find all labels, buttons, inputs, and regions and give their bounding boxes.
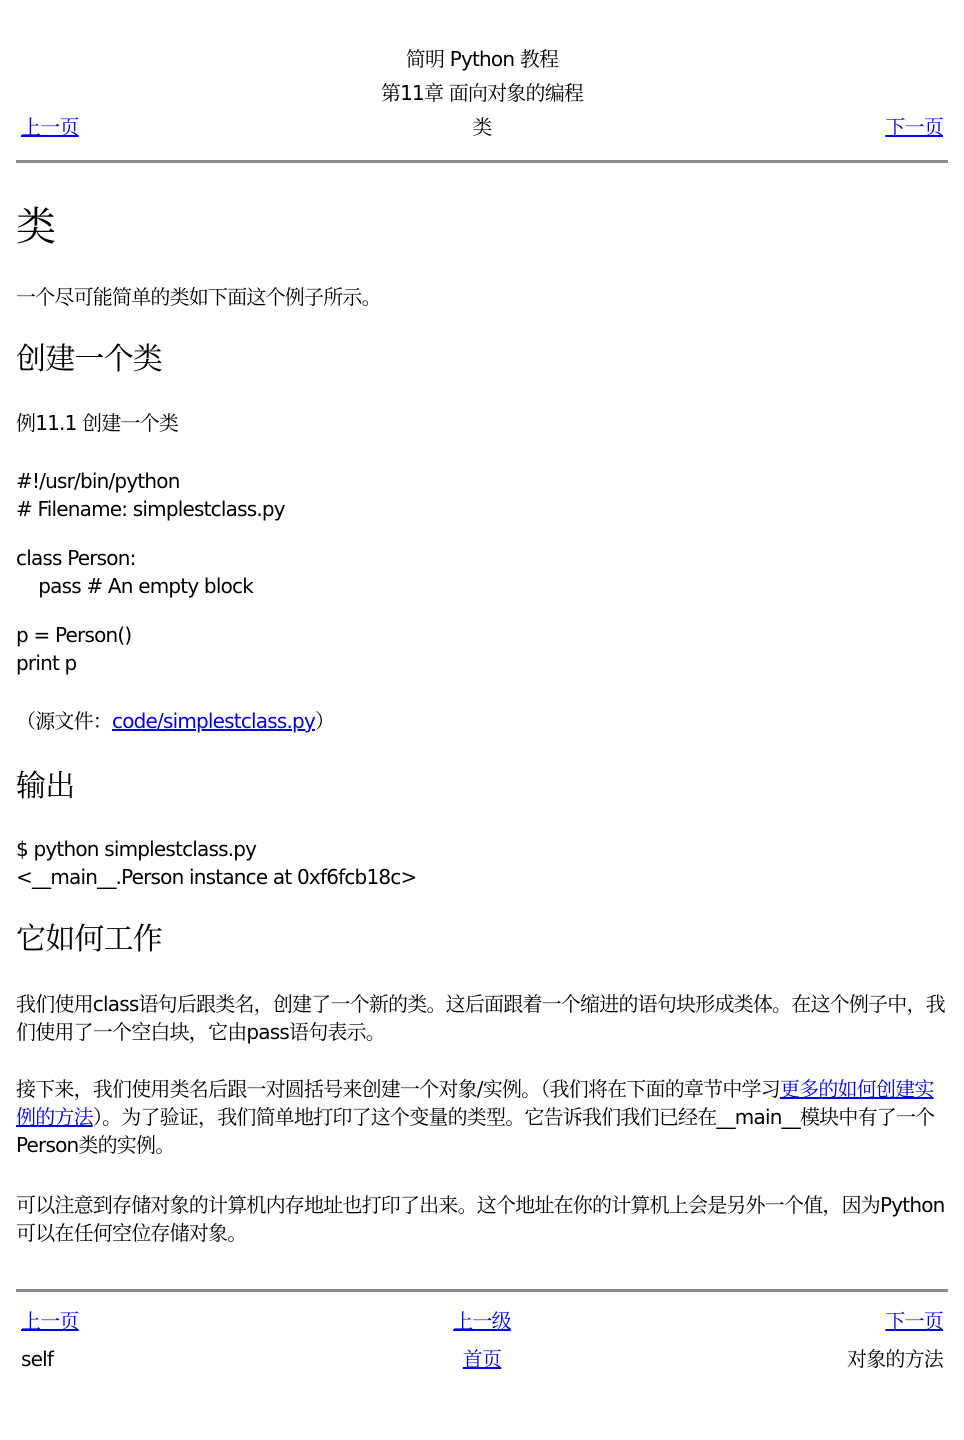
how-paragraph-3: 可以注意到存储对象的计算机内存地址也打印了出来。这个地址在你的计算机上会是另外一个值，因为Python可以在任何空位存储对象。 (16, 1193, 945, 1245)
footer-up-link[interactable]: 上一级 (453, 1309, 511, 1333)
source-file-line (16, 707, 948, 735)
section-heading-output: 输出 (16, 769, 75, 804)
footer-prev-link[interactable]: 上一页 (21, 1309, 79, 1333)
example-title: 例11.1 创建一个类 (16, 411, 179, 435)
section-heading-create: 创建一个类 (16, 342, 162, 377)
code-block-class: class Person: pass # An empty block (16, 546, 253, 598)
footer-next-title: 对象的方法 (847, 1347, 943, 1371)
header-divider (16, 160, 948, 163)
footer-titles (16, 1344, 948, 1374)
book-title: 简明 Python 教程 (405, 47, 559, 71)
chapter-title: 第11章 面向对象的编程 (380, 81, 584, 105)
header-next-link[interactable]: 下一页 (885, 115, 943, 139)
intro-text: 一个尽可能简单的类如下面这个例子所示。 (16, 285, 381, 309)
section-heading-how: 它如何工作 (16, 922, 162, 957)
header-current-section: 类 (472, 115, 492, 139)
source-prefix: （源文件： (16, 709, 112, 733)
how-paragraph-2-end: ）。为了验证，我们简单地打印了这个变量的类型。它告诉我们我们已经在__main__模块中有了一个Person类的实例。 (16, 1105, 935, 1157)
source-file-link[interactable]: code/simplestclass.py (112, 709, 315, 733)
header-prev-link[interactable]: 上一页 (21, 115, 79, 139)
how-paragraph-2-start: 接下来，我们使用类名后跟一对圆括号来创建一个对象/实例。（我们将在下面的章节中学习 (16, 1077, 780, 1101)
footer-nav (16, 1306, 948, 1336)
output-code-block: $ python simplestclass.py <__main__.Person instance at 0xf6fcb18c> (16, 837, 417, 889)
code-block-header: #!/usr/bin/python # Filename: simplestclass.py (16, 469, 285, 521)
footer-home-link[interactable]: 首页 (462, 1347, 502, 1371)
footer-next-link[interactable]: 下一页 (885, 1309, 943, 1333)
source-suffix: ） (315, 709, 335, 733)
code-block-usage: p = Person() print p (16, 623, 132, 675)
footer-divider (16, 1289, 948, 1292)
how-paragraph-1: 我们使用class语句后跟类名，创建了一个新的类。这后面跟着一个缩进的语句块形成类体。在这个例子中，我们使用了一个空白块，它由pass语句表示。 (16, 992, 945, 1044)
page-heading: 类 (16, 204, 56, 250)
how-paragraph-2 (16, 1075, 948, 1159)
header-nav (16, 112, 948, 142)
footer-prev-title: self (21, 1347, 54, 1371)
instance-methods-link[interactable]: 更多的如何创建实例的方法 (16, 1077, 934, 1129)
